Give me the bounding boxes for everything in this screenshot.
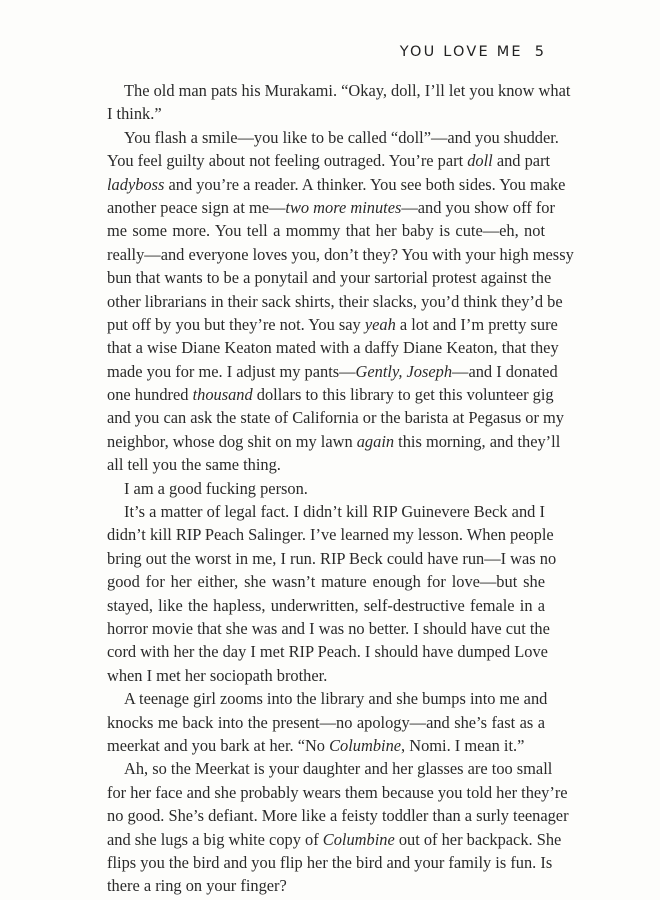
text-run: didn’t kill RIP Peach Salinger. I’ve learned my lesson. When people (107, 525, 554, 545)
text-run: and you’re a reader. A thinker. You see both sides. You make (164, 174, 566, 194)
text-line (107, 173, 566, 196)
text-run: all tell you the same thing. (107, 455, 281, 475)
text-line (107, 851, 553, 874)
text-line (107, 290, 563, 313)
text-run: A teenage girl zooms into the library and she bumps into me and (124, 689, 548, 709)
text-line (107, 874, 545, 897)
text-run: one hundred (107, 385, 193, 405)
text-run: a lot and I’m pretty sure (395, 314, 558, 334)
text-run: this morning, and they’ll (394, 431, 561, 451)
text-line (107, 243, 574, 266)
text-run: out of her backpack. She (394, 829, 562, 849)
text-line (107, 453, 545, 476)
text-run: and you can ask the state of California or the barista at Pegasus or my (107, 408, 564, 428)
italic-text: Gently, Joseph (355, 361, 453, 381)
text-run: good for her either, she wasn’t mature enough for love—but she (107, 572, 545, 592)
text-run: knocks me back into the present—no apology—and she’s fast as a (107, 712, 545, 732)
paragraph (107, 687, 548, 757)
text-run: bring out the worst in me, I run. RIP Beck could have run—I was no (107, 548, 557, 568)
text-line (107, 102, 545, 125)
paragraph (107, 500, 557, 687)
text-line (107, 640, 548, 663)
text-line (107, 828, 562, 851)
text-run: Ah, so the Meerkat is your daughter and her glasses are too small (124, 759, 553, 779)
text-run: You flash a smile—you like to be called “doll”—and you shudder. (124, 127, 559, 147)
text-line (107, 149, 551, 172)
text-run: me some more. You tell a mommy that her baby is cute—eh, not (107, 221, 545, 241)
paragraph (107, 126, 574, 477)
text-run: that a wise Diane Keaton mated with a daffy Diane Keaton, that they (107, 338, 559, 358)
text-line (107, 711, 545, 734)
text-run: other librarians in their sack shirts, their slacks, you’d think they’d be (107, 291, 563, 311)
text-line (107, 126, 559, 149)
text-line (107, 79, 571, 102)
text-run: flips you the bird and you flip her the bird and your family is fun. Is (107, 852, 553, 872)
text-line (107, 406, 564, 429)
text-line (107, 383, 554, 406)
text-run: dollars to this library to get this volunteer gig (252, 385, 554, 405)
text-run: I am a good fucking person. (124, 478, 308, 498)
text-line (107, 664, 545, 687)
italic-text: Columbine (322, 829, 395, 849)
text-run: another peace sign at me— (107, 197, 286, 217)
text-line (107, 313, 558, 336)
text-run: It’s a matter of legal fact. I didn’t kill RIP Guinevere Beck and I (124, 502, 545, 522)
text-run: cord with her the day I met RIP Peach. I should have dumped Love (107, 642, 548, 662)
page-number: 5 (534, 44, 544, 60)
text-run: put off by you but they’re not. You say (107, 314, 365, 334)
text-run: really—and everyone loves you, don’t they? You with your high messy (107, 244, 574, 264)
text-line (107, 617, 550, 640)
body-text (107, 79, 574, 898)
text-run: made you for me. I adjust my pants— (107, 361, 356, 381)
paragraph (107, 757, 569, 897)
text-run: The old man pats his Murakami. “Okay, doll, I’ll let you know what (124, 81, 571, 100)
text-line (107, 336, 559, 359)
text-run: —and I donated (452, 361, 558, 381)
text-line (107, 219, 545, 242)
text-line (107, 266, 552, 289)
italic-text: again (356, 431, 395, 451)
text-run: horror movie that she was and I was no better. I should have cut the (107, 618, 550, 638)
text-run: no good. She’s defiant. More like a feisty toddler than a surly teenager (107, 806, 569, 826)
paragraph (107, 79, 571, 126)
paragraph (107, 477, 545, 500)
text-line (107, 430, 561, 453)
text-run: for her face and she probably wears them because you told her they’re (107, 782, 568, 802)
text-run: , Nomi. I mean it.” (401, 735, 525, 755)
text-run: You feel guilty about not feeling outraged. You’re part (107, 151, 468, 171)
text-line (107, 804, 569, 827)
text-line (107, 687, 548, 710)
italic-text: yeah (364, 314, 396, 334)
running-head (400, 44, 544, 60)
text-line (107, 781, 568, 804)
text-run: when I met her sociopath brother. (107, 665, 328, 685)
text-line (107, 734, 545, 757)
text-line (107, 477, 545, 500)
text-run: I think.” (107, 104, 162, 124)
text-line (107, 500, 545, 523)
text-line (107, 757, 553, 780)
book-title: YOU LOVE ME (399, 44, 523, 60)
text-run: stayed, like the hapless, underwritten, self-destructive female in a (107, 595, 545, 615)
text-run: there a ring on your finger? (107, 876, 287, 896)
text-line (107, 547, 557, 570)
text-line (107, 196, 555, 219)
text-run: and part (492, 151, 551, 171)
text-line (107, 523, 554, 546)
text-run: and she lugs a big white copy of (107, 829, 323, 849)
text-run: neighbor, whose dog shit on my lawn (107, 431, 357, 451)
italic-text: two more minutes (285, 197, 402, 217)
italic-text: Columbine (329, 735, 402, 755)
text-run: —and you show off for (401, 197, 555, 217)
italic-text: thousand (192, 385, 253, 405)
text-line (107, 360, 558, 383)
text-run: meerkat and you bark at her. “No (107, 735, 330, 755)
italic-text: doll (467, 151, 493, 171)
text-line (107, 570, 545, 593)
text-run: bun that wants to be a ponytail and your sartorial protest against the (107, 268, 552, 288)
italic-text: ladyboss (107, 174, 165, 194)
text-line (107, 594, 545, 617)
